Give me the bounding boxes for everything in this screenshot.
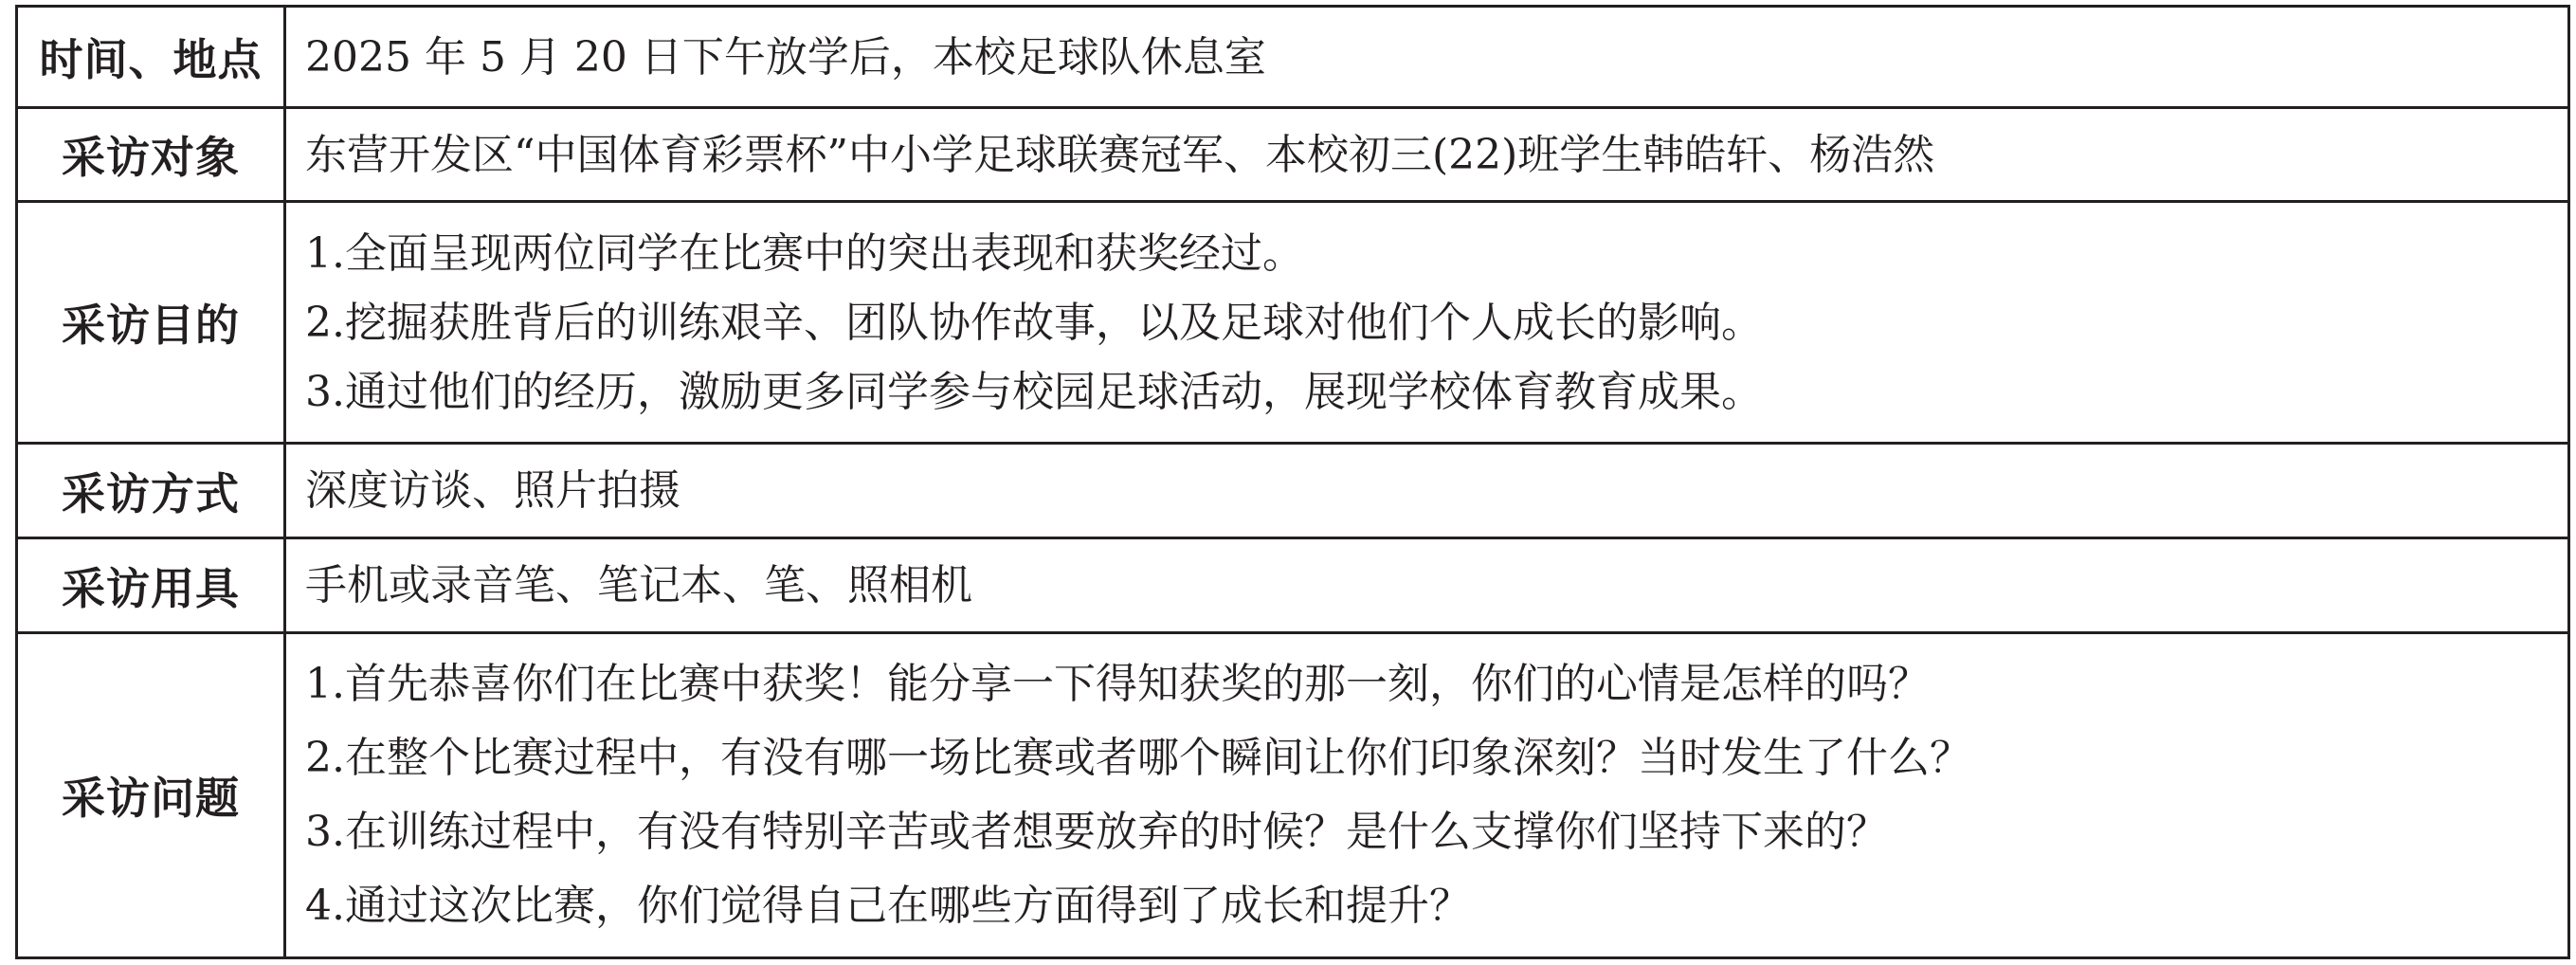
row-label-method: 采访方式	[17, 444, 285, 538]
row-label-questions: 采访问题	[17, 633, 285, 958]
content-line: 2025 年 5 月 20 日下午放学后，本校足球队休息室	[305, 32, 1266, 82]
content-line: 1.全面呈现两位同学在比赛中的突出表现和获奖经过。	[305, 228, 1304, 278]
row-content-questions	[285, 633, 2569, 958]
row-content-interviewee	[285, 108, 2569, 202]
content-line: 3.在训练过程中，有没有特别辛苦或者想要放弃的时候？是什么支撑你们坚持下来的？	[305, 808, 1888, 856]
table-row-questions	[17, 633, 2569, 958]
row-content-method	[285, 444, 2569, 538]
row-label-purpose: 采访目的	[17, 202, 285, 444]
table-row-time-place	[17, 7, 2569, 108]
row-label-tools: 采访用具	[17, 538, 285, 633]
table-row-tools	[17, 538, 2569, 633]
row-label-time-place: 时间、地点	[17, 7, 285, 108]
row-content-purpose	[285, 202, 2569, 444]
table-row-purpose	[17, 202, 2569, 444]
row-label-interviewee: 采访对象	[17, 108, 285, 202]
content-line: 4.通过这次比赛，你们觉得自己在哪些方面得到了成长和提升？	[305, 882, 1471, 930]
interview-plan-table	[15, 5, 2570, 959]
content-line: 1.首先恭喜你们在比赛中获奖！能分享一下得知获奖的那一刻，你们的心情是怎样的吗？	[305, 660, 1930, 708]
content-line: 3.通过他们的经历，激励更多同学参与校园足球活动，展现学校体育教育成果。	[305, 367, 1763, 416]
row-content-tools	[285, 538, 2569, 633]
table-row-interviewee	[17, 108, 2569, 202]
content-line: 深度访谈、照片拍摄	[305, 466, 680, 515]
row-content-time-place	[285, 7, 2569, 108]
content-line: 2.在整个比赛过程中，有没有哪一场比赛或者哪个瞬间让你们印象深刻？当时发生了什么？	[305, 734, 1971, 782]
content-line: 手机或录音笔、笔记本、笔、照相机	[305, 561, 972, 610]
content-line: 2.挖掘获胜背后的训练艰辛、团队协作故事，以及足球对他们个人成长的影响。	[305, 298, 1763, 347]
table-row-method	[17, 444, 2569, 538]
content-line: 东营开发区“中国体育彩票杯”中小学足球联赛冠军、本校初三(22)班学生韩皓轩、杨浩然	[305, 130, 1935, 179]
